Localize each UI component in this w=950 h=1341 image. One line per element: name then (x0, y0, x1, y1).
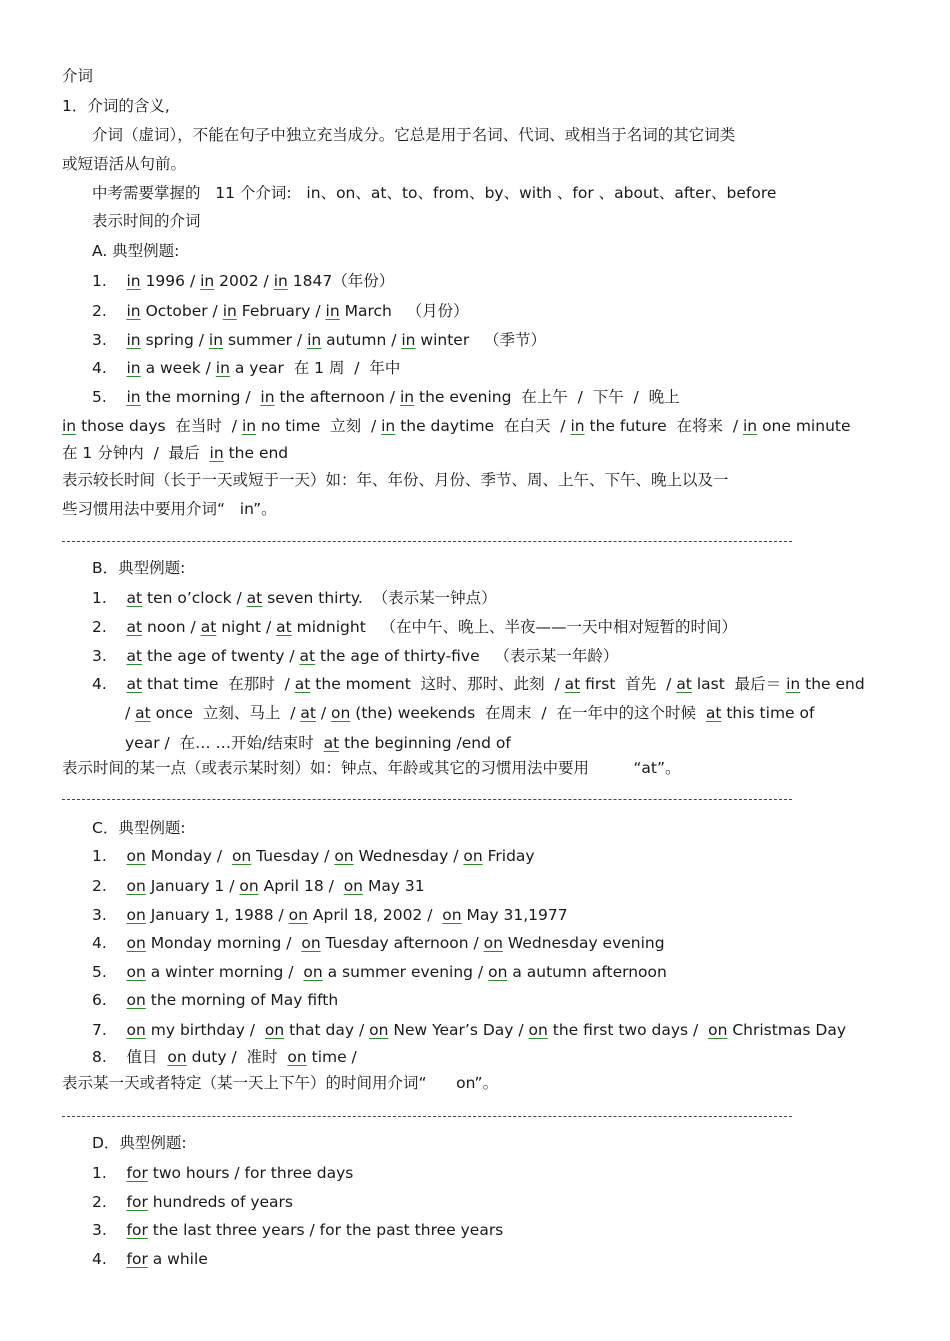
text-span: 1. (92, 847, 127, 865)
text-span: Christmas Day (727, 1021, 847, 1039)
section-divider (62, 541, 792, 542)
text-span: 1. (92, 589, 127, 607)
text-span: April 18 / (258, 877, 344, 895)
text-line (92, 558, 185, 578)
text-span: 1847（年份） (287, 272, 395, 290)
text-span: the daytime 在白天 / (395, 417, 571, 435)
text-span: 2. (92, 877, 127, 895)
underlined-preposition: at (276, 618, 292, 636)
underlined-preposition: for (126, 1193, 148, 1211)
text-line (92, 1192, 293, 1212)
text-line (125, 703, 814, 723)
text-line (92, 646, 618, 666)
text-span: no time 立刻 / (256, 417, 382, 435)
text-line (62, 758, 680, 778)
text-span: New Year’s Day / (388, 1021, 529, 1039)
text-line (92, 1133, 187, 1153)
text-line (92, 1249, 208, 1269)
text-line (92, 990, 338, 1010)
text-span: 2002 / (214, 272, 274, 290)
underlined-preposition: in (215, 359, 230, 377)
text-line (92, 301, 469, 321)
text-span: the evening 在上午 / 下午 / 晚上 (414, 388, 680, 406)
text-span: 或短语活从句前。 (62, 155, 187, 173)
text-line (92, 1020, 846, 1040)
underlined-preposition: at (246, 589, 263, 607)
underlined-preposition: in (570, 417, 585, 435)
underlined-preposition: on (343, 877, 364, 895)
underlined-preposition: at (564, 675, 581, 693)
underlined-preposition: at (323, 734, 340, 752)
underlined-preposition: in (307, 331, 322, 349)
text-line (92, 933, 665, 953)
underlined-preposition: at (300, 704, 316, 722)
text-span: 1996 / (140, 272, 201, 290)
text-span: Friday (482, 847, 535, 865)
text-line (92, 241, 179, 261)
text-span: ten o’clock / (142, 589, 247, 607)
underlined-preposition: on (528, 1021, 548, 1039)
text-span: year / 在… …开始/结束时 (125, 734, 324, 752)
underlined-preposition: in (200, 272, 215, 290)
text-span: autumn / (321, 331, 402, 349)
text-span: February / (236, 302, 326, 320)
underlined-preposition: on (231, 847, 252, 865)
text-line (92, 818, 186, 838)
text-span: C．典型例题: (92, 819, 186, 837)
text-span: the afternoon / (274, 388, 400, 406)
text-span: 2. (92, 618, 127, 636)
underlined-preposition: on (126, 991, 146, 1009)
text-span: 中考需要掌握的 11 个介词: in、on、at、to、from、by、with 、for 、about、after、before (92, 184, 777, 202)
underlined-preposition: on (287, 1048, 307, 1066)
text-span: those days 在当时 / (76, 417, 242, 435)
text-line (125, 733, 511, 753)
text-span: noon / (142, 618, 201, 636)
underlined-preposition: on (442, 906, 462, 924)
underlined-preposition: on (239, 877, 259, 895)
underlined-preposition: in (209, 444, 224, 462)
underlined-preposition: on (288, 906, 308, 924)
text-span: 3. (92, 906, 127, 924)
text-span: 5. (92, 963, 127, 981)
text-line (92, 271, 394, 291)
text-span: this time of (721, 704, 815, 722)
underlined-preposition: at (299, 647, 316, 665)
text-span: 介词 (62, 67, 94, 85)
text-span: a year 在 1 周 / 年中 (229, 359, 401, 377)
text-span: 5. (92, 388, 127, 406)
text-line (62, 154, 186, 174)
text-line (62, 470, 729, 490)
text-span: the end (223, 444, 289, 462)
underlined-preposition: in (260, 388, 275, 406)
text-span: 8. 值日 (92, 1048, 168, 1066)
underlined-preposition: in (126, 359, 141, 377)
section-divider (62, 799, 792, 800)
underlined-preposition: in (743, 417, 758, 435)
text-span: first 首先 / (580, 675, 677, 693)
text-span: winter （季节） (415, 331, 547, 349)
text-span: Wednesday evening (502, 934, 665, 952)
text-span: Monday morning / (145, 934, 302, 952)
text-span: 6. (92, 991, 127, 1009)
text-span: duty / 准时 (186, 1048, 288, 1066)
text-span: 4. (92, 675, 127, 693)
underlined-preposition: in (381, 417, 396, 435)
text-span: my birthday / (145, 1021, 265, 1039)
underlined-preposition: in (786, 675, 801, 693)
text-span: a summer evening / (322, 963, 489, 981)
text-span: 4. (92, 934, 127, 952)
text-span: the future 在将来 / (584, 417, 743, 435)
text-span: the beginning /end of (339, 734, 511, 752)
text-span: January 1, 1988 / (145, 906, 289, 924)
underlined-preposition: at (126, 675, 143, 693)
text-span: the first two days / (547, 1021, 709, 1039)
text-span: the end (800, 675, 865, 693)
text-span: January 1 / (145, 877, 240, 895)
text-line (92, 125, 735, 145)
text-span: spring / (140, 331, 209, 349)
underlined-preposition: at (126, 647, 143, 665)
underlined-preposition: at (126, 589, 143, 607)
text-span: time / (306, 1048, 357, 1066)
text-line (92, 588, 497, 608)
text-span: / (315, 704, 332, 722)
text-line (92, 387, 680, 407)
text-span: 1. (92, 1164, 127, 1182)
text-line (92, 1163, 353, 1183)
underlined-preposition: on (264, 1021, 285, 1039)
underlined-preposition: on (483, 934, 503, 952)
text-span: one minute (757, 417, 851, 435)
text-line (62, 1073, 498, 1093)
underlined-preposition: for (126, 1250, 148, 1268)
text-line (92, 846, 535, 866)
underlined-preposition: for (126, 1221, 148, 1239)
underlined-preposition: at (135, 704, 151, 722)
underlined-preposition: in (126, 331, 141, 349)
text-span: 3. (92, 331, 127, 349)
text-span: D．典型例题: (92, 1134, 187, 1152)
text-span: the morning / (140, 388, 261, 406)
underlined-preposition: on (126, 934, 146, 952)
text-span: 表示时间的介词 (92, 212, 201, 230)
text-span: 在 1 分钟内 / 最后 (62, 444, 210, 462)
text-span: A. 典型例题: (92, 242, 180, 260)
text-line (92, 617, 737, 637)
text-span: Monday / (145, 847, 232, 865)
underlined-preposition: on (167, 1048, 187, 1066)
text-line (92, 962, 667, 982)
text-span: that time 在那时 / (142, 675, 295, 693)
text-span: night / (216, 618, 277, 636)
text-line (62, 443, 288, 463)
text-span: (the) weekends 在周末 / 在一年中的这个时候 (350, 704, 706, 722)
underlined-preposition: in (222, 302, 237, 320)
underlined-preposition: on (126, 963, 146, 981)
text-span: a autumn afternoon (507, 963, 667, 981)
text-span: 些习惯用法中要用介词“ in”。 (62, 500, 277, 518)
text-span: / (125, 704, 136, 722)
underlined-preposition: in (241, 417, 257, 435)
text-line (92, 905, 568, 925)
underlined-preposition: at (705, 704, 722, 722)
underlined-preposition: in (126, 272, 141, 290)
text-span: October / (140, 302, 223, 320)
text-span: the moment 这时、那时、此刻 / (310, 675, 565, 693)
text-line (62, 66, 93, 86)
text-line (92, 330, 546, 350)
text-line (92, 1220, 503, 1240)
underlined-preposition: on (126, 1021, 146, 1039)
underlined-preposition: on (126, 906, 146, 924)
underlined-preposition: on (303, 963, 323, 981)
text-line (92, 1047, 357, 1067)
underlined-preposition: for (126, 1164, 148, 1182)
text-span: March （月份） (339, 302, 469, 320)
text-span: summer / (223, 331, 308, 349)
underlined-preposition: in (62, 417, 77, 435)
text-span: 1．介词的含义, (62, 97, 170, 115)
underlined-preposition: on (488, 963, 508, 981)
text-span: a winter morning / (145, 963, 304, 981)
underlined-preposition: at (200, 618, 217, 636)
underlined-preposition: on (126, 847, 146, 865)
text-span: the age of twenty / (142, 647, 300, 665)
text-span: a while (147, 1250, 208, 1268)
text-line (62, 96, 170, 116)
text-span: two hours / for three days (147, 1164, 354, 1182)
text-span: midnight （在中午、晚上、半夜——一天中相对短暂的时间） (291, 618, 738, 636)
underlined-preposition: on (301, 934, 321, 952)
text-span: 介词（虚词），不能在句子中独立充当成分。它总是用于名词、代词、或相当于名词的其它词类 (92, 126, 736, 144)
text-span: Tuesday / (251, 847, 335, 865)
text-line (62, 416, 851, 436)
text-line (92, 876, 425, 896)
underlined-preposition: on (331, 704, 351, 722)
underlined-preposition: at (126, 618, 143, 636)
underlined-preposition: in (126, 388, 141, 406)
text-line (92, 674, 865, 694)
underlined-preposition: on (334, 847, 354, 865)
text-span: the morning of May fifth (145, 991, 339, 1009)
text-span: May 31,1977 (461, 906, 568, 924)
underlined-preposition: at (294, 675, 311, 693)
text-span: last 最后＝ (691, 675, 787, 693)
text-line (92, 211, 201, 231)
underlined-preposition: on (126, 877, 146, 895)
text-span: the last three years / for the past three years (147, 1221, 504, 1239)
underlined-preposition: in (399, 388, 415, 406)
text-span: 7. (92, 1021, 127, 1039)
text-span: the age of thirty-five （表示某一年龄） (315, 647, 619, 665)
underlined-preposition: in (126, 302, 141, 320)
text-span: April 18, 2002 / (307, 906, 443, 924)
text-line (62, 499, 277, 519)
underlined-preposition: in (325, 302, 340, 320)
text-span: seven thirty. （表示某一钟点） (262, 589, 497, 607)
underlined-preposition: in (273, 272, 288, 290)
underlined-preposition: in (401, 331, 416, 349)
underlined-preposition: at (676, 675, 692, 693)
text-line (92, 358, 400, 378)
underlined-preposition: on (708, 1021, 728, 1039)
text-span: 表示较长时间（长于一天或短于一天）如：年、年份、月份、季节、周、上午、下午、晚上以及一 (62, 471, 729, 489)
text-span: 4. (92, 1250, 127, 1268)
text-span: that day / (284, 1021, 370, 1039)
text-span: 2. (92, 302, 127, 320)
text-span: B．典型例题: (92, 559, 186, 577)
text-span: 3. (92, 647, 127, 665)
text-span: 4. (92, 359, 127, 377)
text-span: 表示某一天或者特定（某一天上下午）的时间用介词“ on”。 (62, 1074, 499, 1092)
text-span: May 31 (363, 877, 425, 895)
text-line (92, 183, 776, 203)
text-span: Wednesday / (353, 847, 464, 865)
underlined-preposition: on (463, 847, 483, 865)
text-span: 表示时间的某一点（或表示某时刻）如：钟点、年龄或其它的习惯用法中要用 “at”。 (62, 759, 681, 777)
text-span: once 立刻、马上 / (150, 704, 301, 722)
text-span: 1. (92, 272, 127, 290)
text-span: 2. (92, 1193, 127, 1211)
text-span: hundreds of years (147, 1193, 293, 1211)
text-span: 3. (92, 1221, 127, 1239)
text-span: a week / (140, 359, 216, 377)
section-divider (62, 1116, 792, 1117)
text-span: Tuesday afternoon / (320, 934, 484, 952)
underlined-preposition: on (369, 1021, 389, 1039)
underlined-preposition: in (208, 331, 224, 349)
